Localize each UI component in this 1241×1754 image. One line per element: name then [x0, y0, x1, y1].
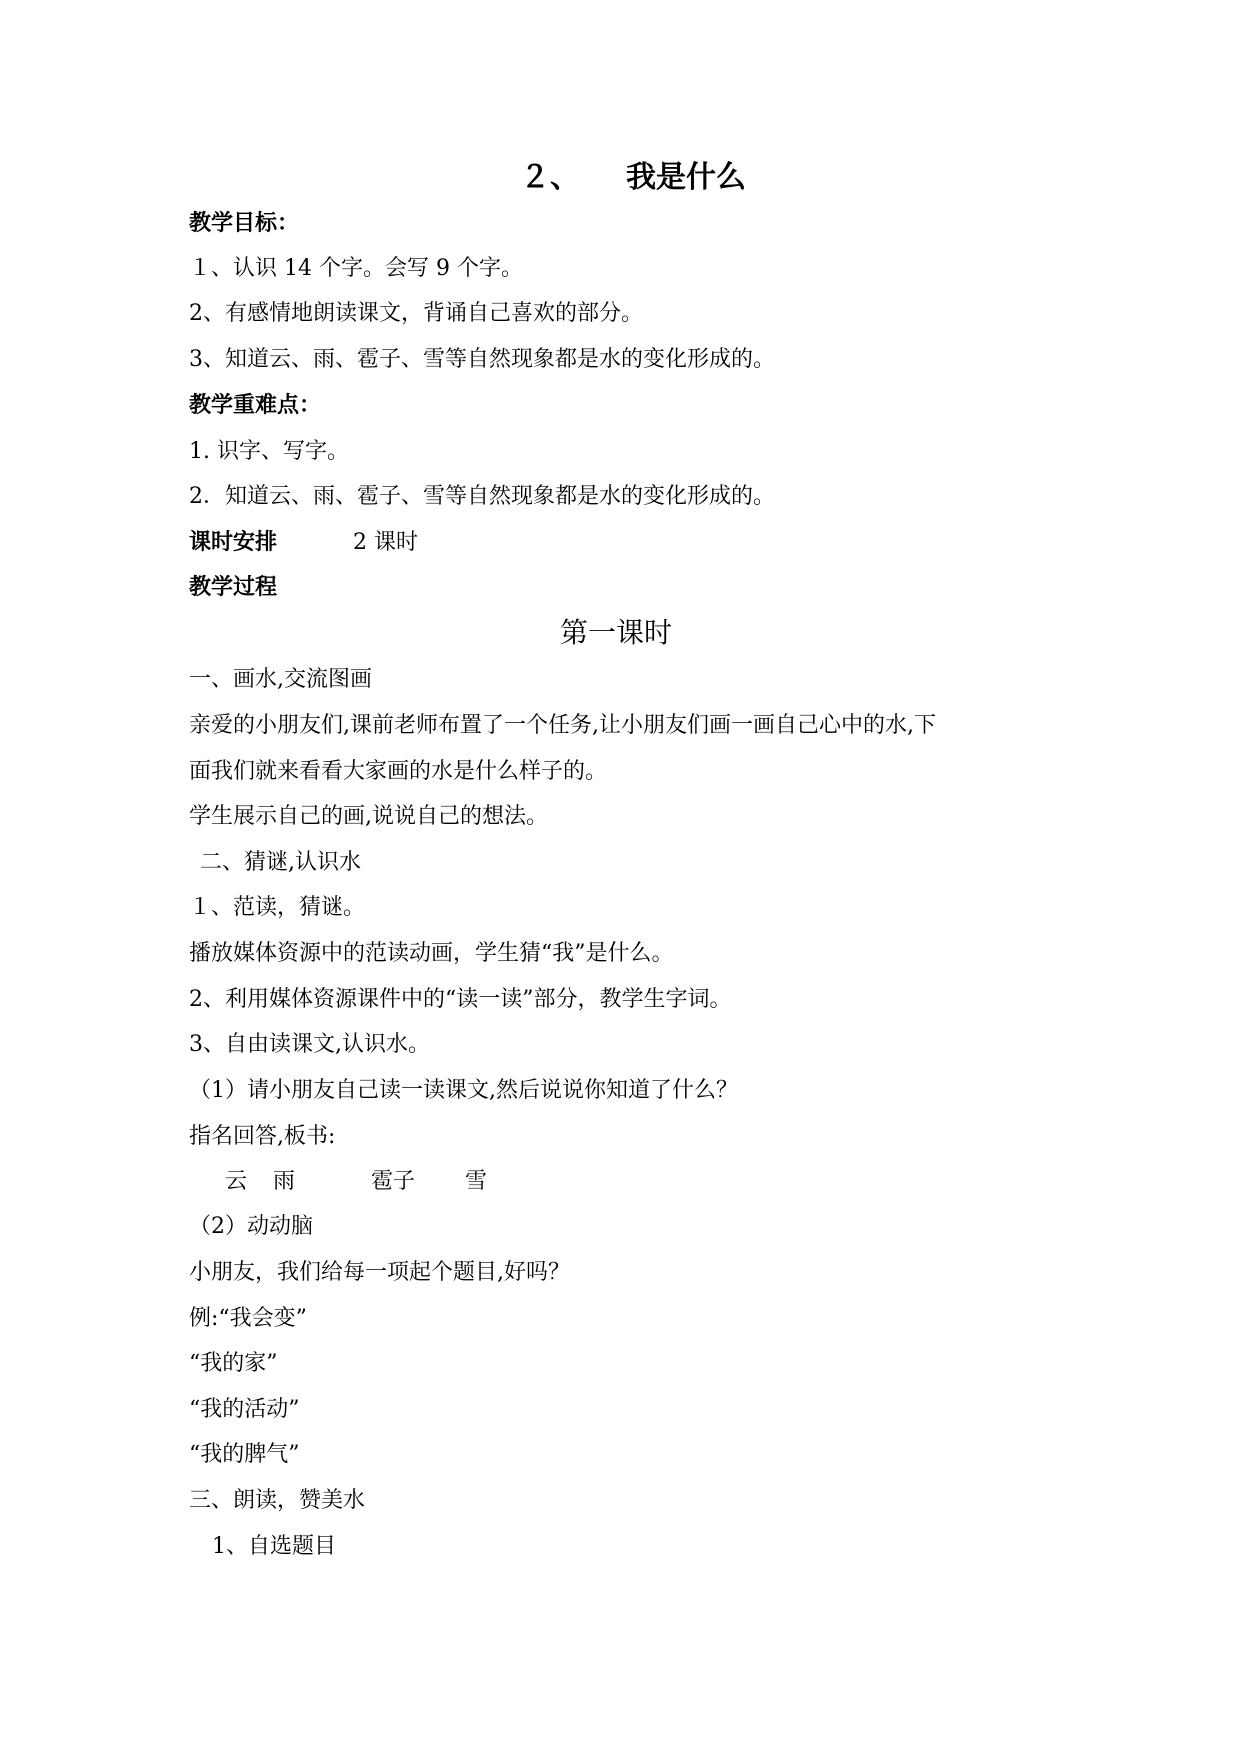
section-2-question-2: （2）动动脑: [189, 1214, 313, 1239]
example-4: “我的脾气”: [189, 1442, 300, 1467]
title-text: 我是什么: [626, 160, 746, 195]
example-2: “我的家”: [189, 1351, 278, 1376]
key-point-item-2: 2．知道云、雨、雹子、雪等自然现象都是水的变化形成的。: [189, 484, 775, 509]
lesson-title: 第一课时: [560, 616, 673, 649]
section-2-item-2: 2、利用媒体资源课件中的“读一读”部分，教学生字词。: [189, 987, 732, 1012]
section-3-item-1: 1、自选题目: [212, 1534, 336, 1559]
section-1-paragraph-line-1: 亲爱的小朋友们,课前老师布置了一个任务,让小朋友们画一画自己心中的水,下: [189, 713, 936, 738]
board-word-hail: 雹子: [371, 1169, 416, 1194]
schedule-label: 课时安排: [189, 530, 278, 555]
section-2-item-3: 3、自由读课文,认识水。: [189, 1032, 430, 1057]
title-number: ２、: [520, 160, 580, 195]
page-title: [520, 158, 746, 198]
section-2-question-1: （1）请小朋友自己读一读课文,然后说说你知道了什么？: [189, 1078, 738, 1103]
board-word-rain: 雨: [273, 1169, 296, 1194]
key-point-item-1: 1. 识字、写字。: [189, 439, 349, 464]
section-2-item-1-desc: 播放媒体资源中的范读动画，学生猜“我”是什么。: [189, 941, 674, 966]
process-heading: 教学过程: [189, 575, 278, 600]
example-3: “我的活动”: [189, 1397, 300, 1422]
objective-item-2: 2、有感情地朗读课文，背诵自己喜欢的部分。: [189, 301, 643, 326]
key-points-heading: 教学重难点：: [189, 393, 322, 418]
board-word-cloud: 云: [225, 1169, 248, 1194]
section-1-heading: 一、画水,交流图画: [189, 667, 372, 692]
section-1-paragraph-2: 学生展示自己的画,说说自己的想法。: [189, 804, 548, 829]
section-1-paragraph-line-2: 面我们就来看看大家画的水是什么样子的。: [189, 759, 608, 784]
section-2-heading: 二、猜谜,认识水: [200, 850, 361, 875]
section-3-heading: 三、朗读，赞美水: [189, 1488, 366, 1513]
section-2-question-2-text: 小朋友，我们给每一项起个题目,好吗？: [189, 1260, 570, 1285]
schedule-value: 2 课时: [353, 530, 419, 555]
objective-item-3: 3、知道云、雨、雹子、雪等自然现象都是水的变化形成的。: [189, 347, 775, 372]
board-word-snow: 雪: [465, 1169, 488, 1194]
example-1: 例:“我会变”: [189, 1306, 307, 1331]
section-2-item-1: １、范读，猜谜。: [189, 895, 366, 920]
objectives-heading: 教学目标：: [189, 211, 300, 236]
objective-item-1: １、认识 14 个字。会写 9 个字。: [189, 256, 523, 281]
section-2-answer: 指名回答,板书:: [189, 1124, 336, 1149]
schedule-row: [189, 528, 418, 558]
board-words: [225, 1167, 487, 1197]
